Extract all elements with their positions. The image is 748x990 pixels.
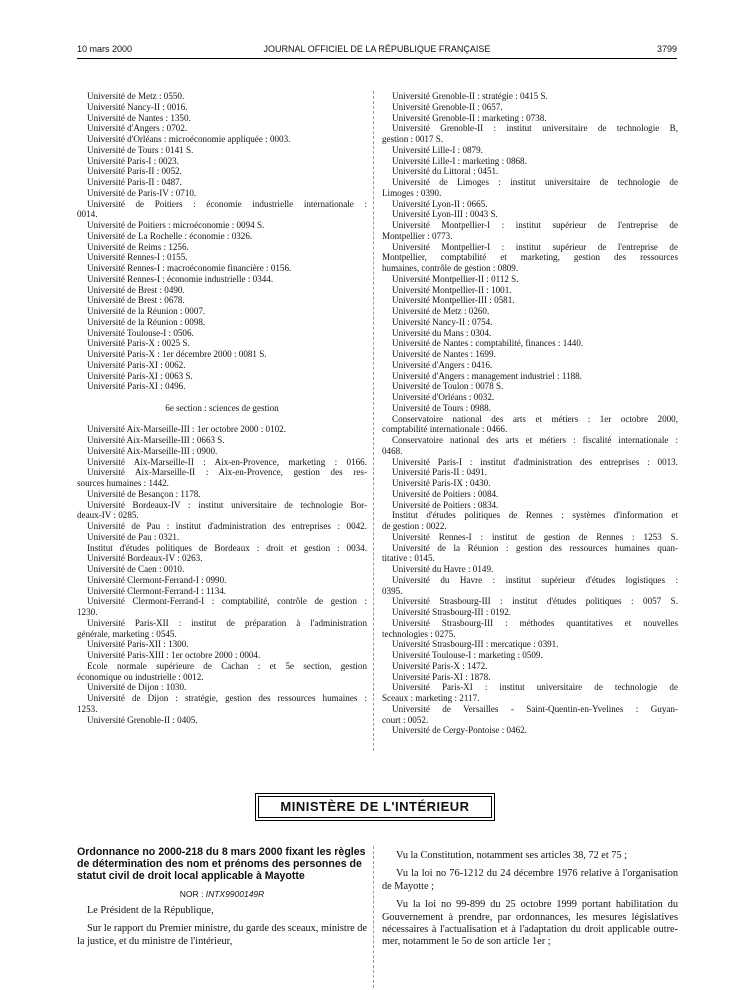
list-line: Université Montpellier-I : institut supérieur de l'entreprise de (392, 220, 678, 230)
list-line: Université de Pau : 0321. (87, 531, 180, 542)
list-line: 1230. (77, 607, 98, 617)
list-line: Université de Reims : 1256. (87, 241, 189, 252)
section-heading: 6e section : sciences de gestion (165, 402, 279, 413)
list-line: Université Lyon-III : 0043 S. (392, 209, 498, 220)
page-header (77, 42, 677, 59)
list-line: Université de Poitiers : économie industrielle internationale : (87, 198, 367, 209)
list-line: Université de Poitiers : microéconomie : 0094 S. (87, 220, 265, 230)
list-line: Université Aix-Marseille-II : Aix-en-Provence, gestion des res- (87, 467, 367, 478)
list-line: Université Clermont-Ferrand-I : comptabilité, contrôle de gestion : (87, 596, 367, 607)
list-line: Université Aix-Marseille-III : 0663 S. (87, 435, 225, 445)
list-line: Université de Caen : 0010. (87, 564, 185, 574)
list-line: 0395. (382, 585, 403, 596)
list-line: Université Aix-Marseille-III : 1er octobre 2000 : 0102. (87, 424, 286, 435)
list-line: Université de Limoges : institut universitaire de technologie de (392, 177, 678, 187)
list-line: Université Paris-XI : 0496. (87, 381, 186, 392)
list-line: Montpellier : 0773. (382, 230, 453, 241)
list-line: Université Paris-XI : 0062. (87, 359, 186, 370)
list-line: Université de Brest : 0678. (87, 295, 185, 306)
list-line: Université de Tours : 0988. (392, 402, 491, 413)
list-line: Université Montpellier-II : 1001. (392, 284, 512, 295)
list-line: Université Paris-II : 0487. (87, 177, 182, 187)
list-line: deaux-IV : 0285. (77, 510, 139, 521)
list-line: Université Nancy-II : 0754. (392, 316, 493, 327)
list-line: Université d'Orléans : microéconomie appliquée : 0003. (87, 134, 291, 144)
nor-label: NOR : (179, 889, 204, 899)
list-line: Université Clermont-Ferrand-I : 0990. (87, 574, 227, 585)
left-column (77, 91, 367, 725)
list-line: Université Toulouse-I : 0506. (87, 327, 194, 338)
list-line: Université Lyon-II : 0665. (392, 198, 488, 209)
list-line: Université Montpellier-II : 0112 S. (392, 273, 519, 284)
list-line: Université Paris-XII : institut de préparation à l'administration (87, 617, 367, 628)
visa-paragraph: Vu la loi no 99-899 du 25 octobre 1999 portant habilitation du Gouvernement à prendre, par ordonnances, les mesures législatives nécessaires à l'actualisation et à l'adaptation du droit applicable outre-mer, notamment le 5o de son article 1er ; (382, 899, 678, 948)
ordonnance-block (77, 846, 367, 948)
list-line: générale, marketing : 0545. (77, 628, 177, 639)
ordonnance-paragraph: Le Président de la République, (87, 905, 214, 916)
list-line: Université Grenoble-II : 0405. (87, 714, 198, 725)
list-line: Université de La Rochelle : économie : 0326. (87, 230, 253, 241)
list-line: Université de Toulon : 0078 S. (392, 381, 504, 392)
list-line: Université Paris-IX : 0430. (392, 478, 491, 488)
list-line: Université Paris-XI : 0063 S. (87, 370, 193, 381)
list-line: Université Strasbourg-III : 0192. (392, 607, 512, 617)
list-line: Université de Nantes : comptabilité, finances : 1440. (392, 338, 584, 349)
right-column (382, 91, 678, 736)
list-line: de gestion : 0022. (382, 521, 447, 531)
list-line: Université Paris-I : institut d'administration des entreprises : 0013. (392, 456, 678, 467)
list-line: Université de la Réunion : 0007. (87, 306, 206, 316)
list-line: Université d'Angers : management industriel : 1188. (392, 370, 582, 381)
list-line: Institut d'études politiques de Rennes : systèmes d'information et (392, 510, 678, 521)
list-line: Université Grenoble-II : stratégie : 0415 S. (392, 91, 548, 101)
list-line: Sceaux : marketing : 2117. (382, 693, 480, 703)
list-line (77, 414, 367, 425)
visa-paragraph: Vu la Constitution, notamment ses articles 38, 72 et 75 ; (396, 850, 628, 861)
list-line: Montpellier, comptabilité et marketing, gestion des ressources (382, 252, 678, 263)
list-line: Université Grenoble-II : marketing : 0738. (392, 112, 547, 123)
list-line: Université de la Réunion : 0098. (87, 316, 206, 327)
list-line: Université Bordeaux-IV : institut universitaire de technologie Bor- (87, 499, 367, 510)
list-line: Université Nancy-II : 0016. (87, 101, 188, 112)
list-line: technologies : 0275. (382, 628, 456, 639)
list-line: Université de Besançon : 1178. (87, 488, 201, 499)
list-line: Université Lille-I : marketing : 0868. (392, 155, 527, 166)
column-divider (373, 846, 374, 988)
list-line: Université du Littoral : 0451. (392, 166, 499, 177)
list-line: Université Paris-XIII : 1er octobre 2000 : 0004. (87, 650, 261, 660)
list-line: Université de Poitiers : 0834. (392, 499, 499, 510)
list-line: Université de Metz : 0550. (87, 91, 185, 101)
list-line: Université Paris-X : 1er décembre 2000 : 0081 S. (87, 349, 267, 359)
list-line: Université du Havre : institut supérieur d'études logistiques : (392, 574, 678, 585)
list-line: Université Paris-XI : institut universitaire de technologie de (392, 682, 678, 693)
nor-reference (77, 889, 367, 899)
list-line: Université de la Réunion : gestion des ressources humaines quan- (392, 542, 678, 553)
page-number: 3799 (656, 44, 677, 54)
list-line: Université de Cergy-Pontoise : 0462. (392, 725, 527, 736)
list-line: Université du Mans : 0304. (392, 327, 492, 338)
list-line: Université Grenoble-II : institut universitaire de technologie B, (392, 123, 678, 134)
list-line: Université Bordeaux-IV : 0263. (87, 553, 203, 564)
list-line: Université d'Angers : 0416. (392, 359, 493, 370)
list-line: Université Lille-I : 0879. (392, 144, 483, 155)
list-line: Université Strasbourg-III : méthodes quantitatives et nouvelles (392, 617, 678, 628)
list-line: Université de Versailles - Saint-Quentin-en-Yvelines : Guyan- (392, 703, 678, 714)
visas-block (382, 850, 678, 955)
list-line: Université Paris-XI : 1878. (392, 671, 491, 682)
ministry-heading: MINISTÈRE DE L'INTÉRIEUR (258, 796, 492, 818)
list-line: Université Montpellier-III : 0581. (392, 295, 515, 306)
list-line: Université Paris-XII : 1300. (87, 639, 189, 650)
list-line: Université Clermont-Ferrand-I : 1134. (87, 585, 227, 596)
list-line: Conservatoire national des arts et métiers : 1er octobre 2000, (392, 413, 678, 424)
list-line: Université de Pau : institut d'administration des entreprises : 0042. (87, 521, 367, 531)
list-line: Université Paris-X : 0025 S. (87, 338, 190, 349)
list-line: Université Montpellier-I : institut supérieur de l'entreprise de (392, 241, 678, 252)
list-line: 1253. (77, 703, 98, 714)
list-line: gestion : 0017 S. (382, 134, 444, 144)
list-line: Université d'Orléans : 0032. (392, 392, 495, 402)
list-line: Université de Nantes : 1350. (87, 112, 191, 123)
ordonnance-title: Ordonnance no 2000-218 du 8 mars 2000 fixant les règles de détermination des nom et prénoms des personnes de statut civil de droit local applicable à Mayotte (77, 846, 366, 882)
list-line: Université Paris-II : 0491. (392, 467, 487, 478)
list-line: Université Strasbourg-III : institut d'études politiques : 0057 S. (392, 596, 678, 607)
list-line: Université Paris-X : 1472. (392, 660, 488, 671)
nor-value: INTX9900149R (205, 889, 265, 899)
list-line: Université Rennes-I : économie industrielle : 0344. (87, 273, 274, 284)
list-line: 0468. (382, 445, 403, 456)
list-line: Université Strasbourg-III : mercatique : 0391. (392, 639, 559, 650)
list-line: Université Paris-I : 0023. (87, 155, 179, 166)
list-line: Université Rennes-I : 0155. (87, 252, 188, 263)
list-line: Université Aix-Marseille-II : Aix-en-Provence, marketing : 0166. (87, 456, 367, 467)
list-line: Université Grenoble-II : 0657. (392, 101, 503, 112)
list-line: Université de Poitiers : 0084. (392, 488, 499, 499)
list-line (77, 392, 367, 403)
journal-title: JOURNAL OFFICIEL DE LA RÉPUBLIQUE FRANÇAISE (263, 44, 491, 54)
list-line: Université Rennes-I : institut de gestion de Rennes : 1253 S. (392, 531, 678, 542)
list-line: Université de Brest : 0490. (87, 284, 185, 295)
list-line: 0014. (77, 209, 98, 220)
list-line: Université Aix-Marseille-III : 0900. (87, 445, 218, 456)
column-divider (373, 91, 374, 751)
list-line: Université Rennes-I : macroéconomie financière : 0156. (87, 263, 292, 273)
list-line: Université d'Angers : 0702. (87, 123, 188, 134)
list-line: Université de Metz : 0260. (392, 306, 490, 316)
list-line: Université Paris-II : 0052. (87, 166, 182, 177)
list-line: court : 0052. (382, 714, 429, 725)
list-line: Université de Dijon : stratégie, gestion des ressources humaines : (87, 693, 367, 703)
list-line: économique ou industrielle : 0012. (77, 671, 204, 682)
list-line: titative : 0145. (382, 553, 435, 564)
header-date: 10 mars 2000 (77, 44, 133, 54)
list-line: humaines, contrôle de gestion : 0809. (382, 263, 519, 273)
list-line: Université Toulouse-I : marketing : 0509. (392, 650, 543, 660)
list-line: Université de Tours : 0141 S. (87, 144, 194, 155)
ordonnance-paragraph: Sur le rapport du Premier ministre, du garde des sceaux, ministre de la justice, et du ministre de l'intérieur, (77, 923, 367, 947)
list-line: Université de Nantes : 1699. (392, 349, 496, 359)
list-line: Limoges : 0390. (382, 187, 442, 198)
list-line: sources humaines : 1442. (77, 478, 169, 488)
list-line: Université du Havre : 0149. (392, 564, 494, 574)
list-line: Ecole normale supérieure de Cachan : et 5e section, gestion (87, 660, 367, 671)
visa-paragraph: Vu la loi no 76-1212 du 24 décembre 1976 relative à l'organisation de Mayotte ; (382, 868, 678, 892)
list-line: Université de Paris-IV : 0710. (87, 187, 197, 198)
list-line: comptabilité internationale : 0466. (382, 424, 508, 435)
list-line: Institut d'études politiques de Bordeaux : droit et gestion : 0034. (87, 542, 367, 553)
list-line: Conservatoire national des arts et métiers : fiscalité internationale : (392, 435, 678, 445)
list-line: Université de Dijon : 1030. (87, 682, 187, 693)
